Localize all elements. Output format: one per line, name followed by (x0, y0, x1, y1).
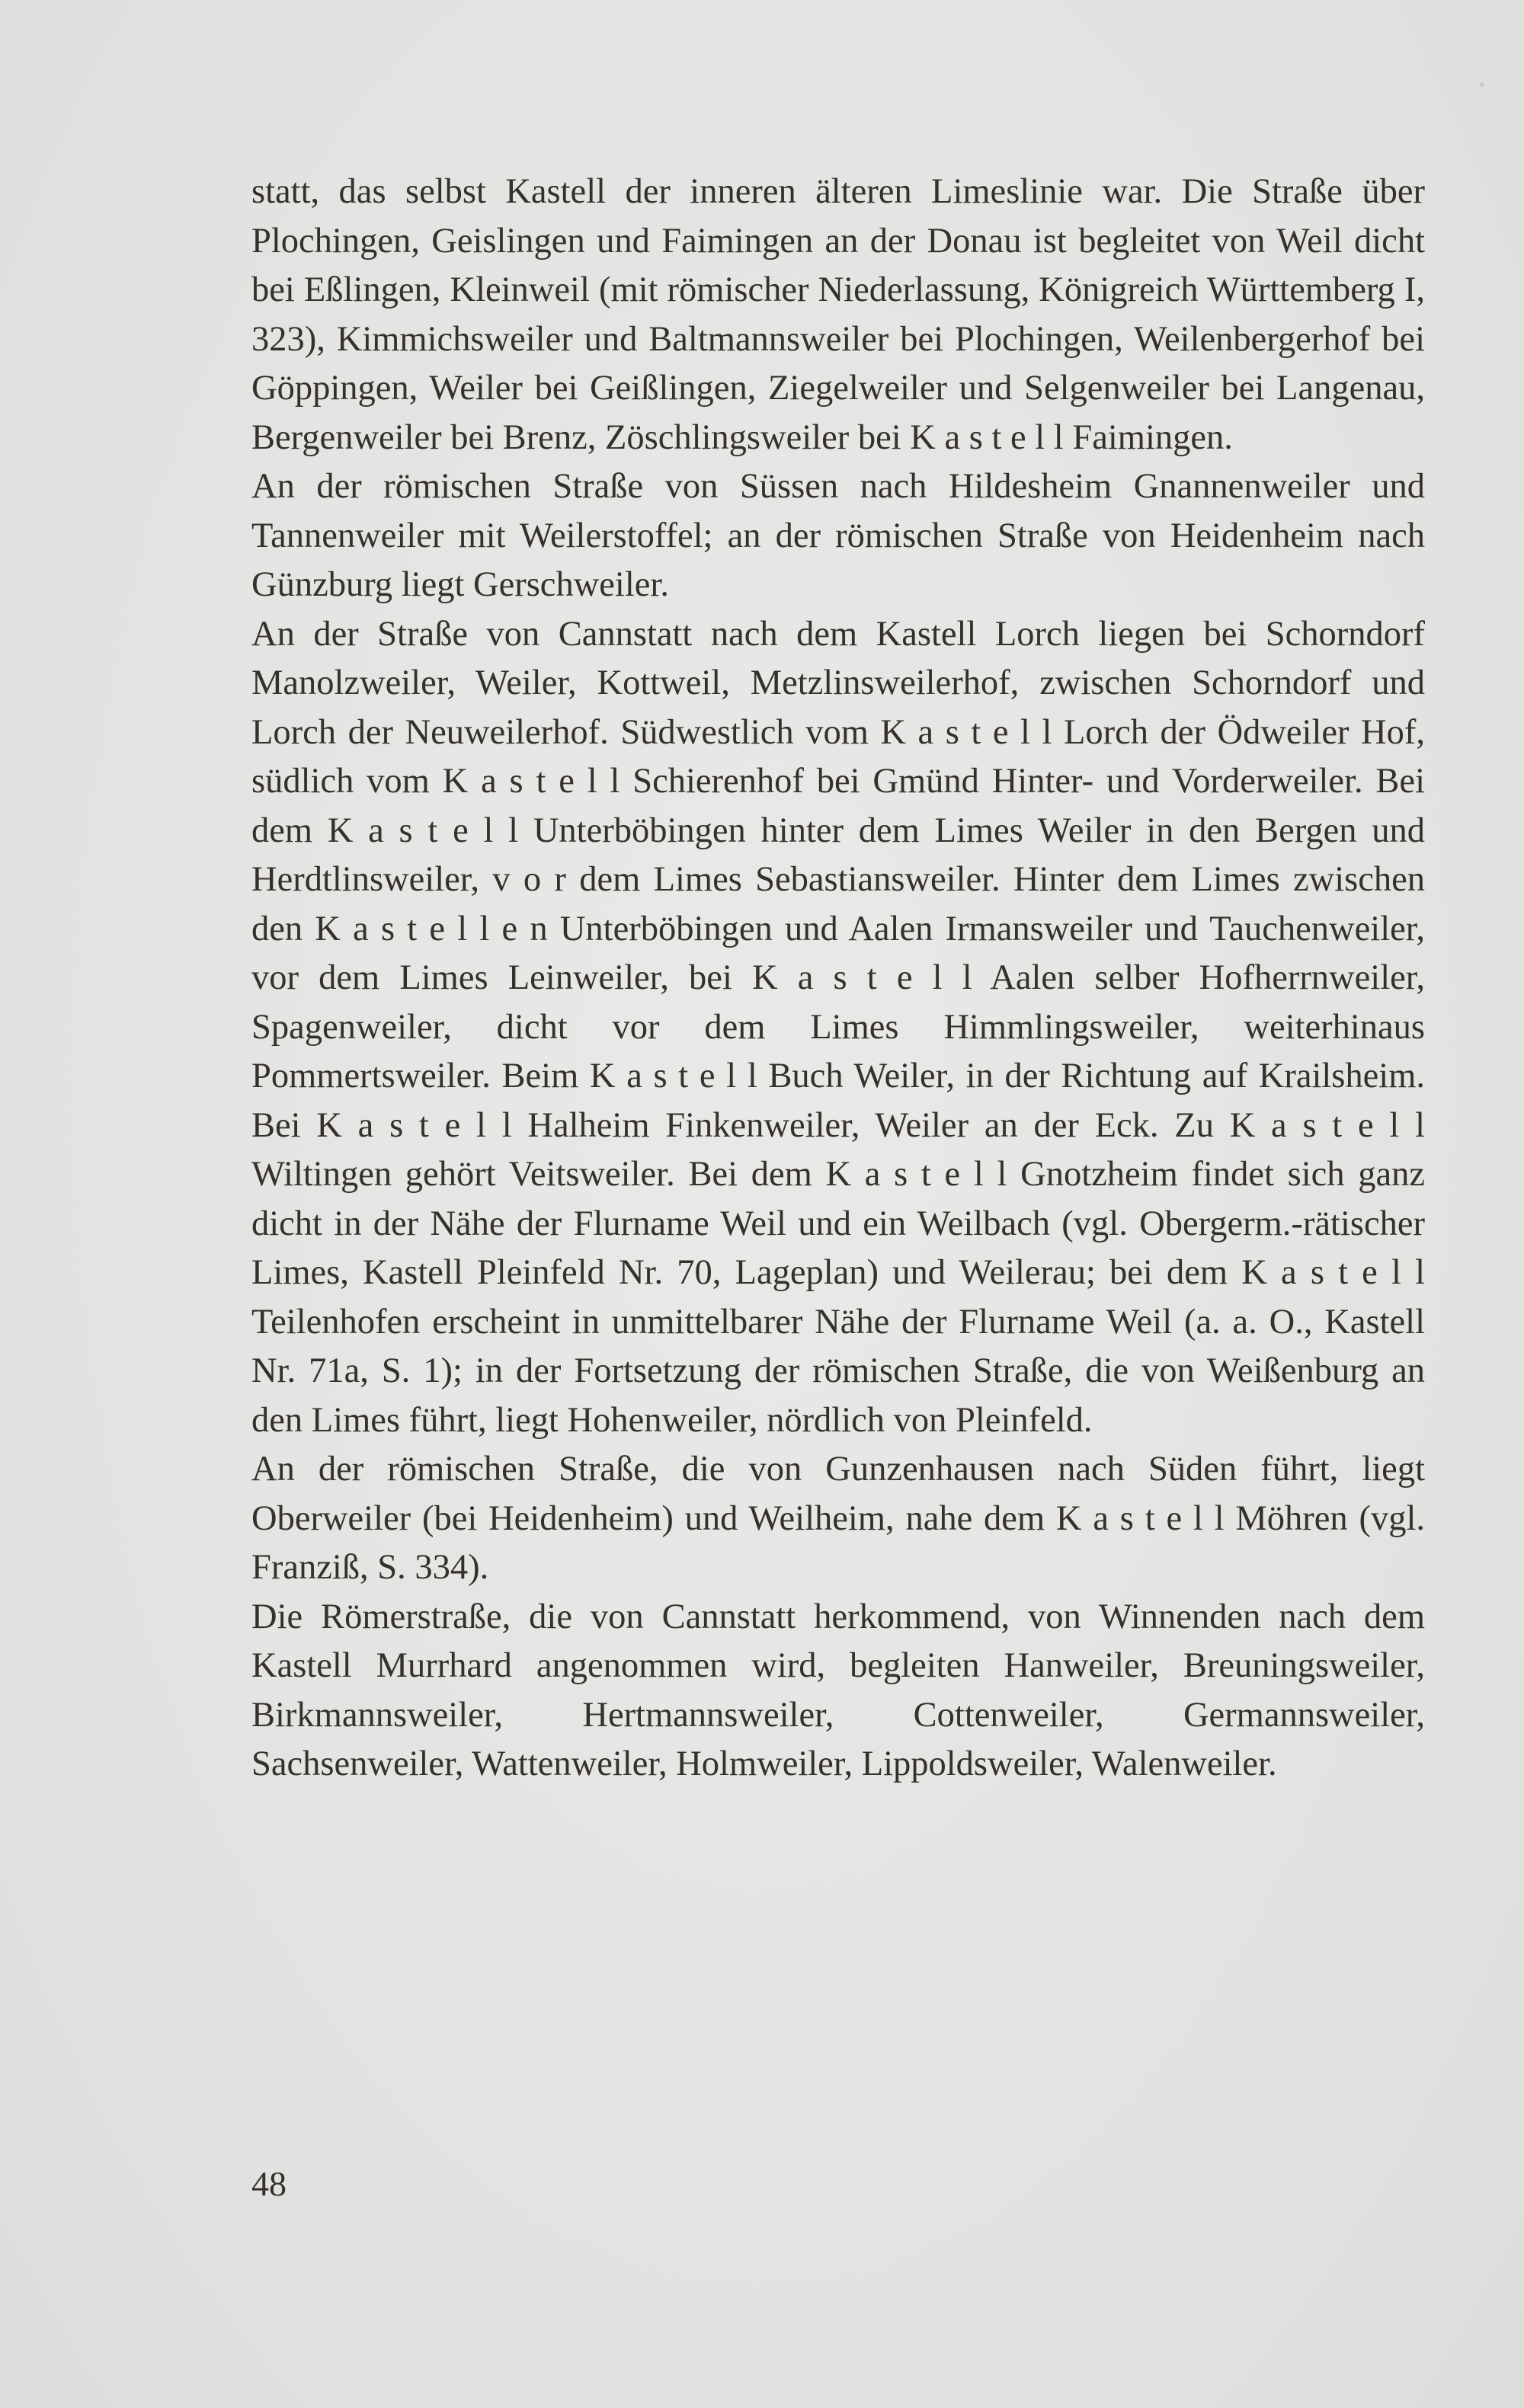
page-number: 48 (251, 2164, 287, 2203)
body-text (251, 168, 1425, 1789)
paragraph-3: An der Straße von Cannstatt nach dem Kastell Lorch liegen bei Schorndorf Manolzweiler, Weiler, Kottweil, Metzlinsweilerhof, zwischen Schorndorf und Lorch der Neuweilerhof. Südwestlich vom K a s t e l l Lorch der Ödweiler Hof, südlich vom K a s t e l l Schierenhof bei Gmünd Hinter- und Vorderweiler. Bei dem K a s t e l l Unterböbingen hinter dem Limes Weiler in den Bergen und Herdtlinsweiler, v o r dem Limes Sebastiansweiler. Hinter dem Limes zwischen den K a s t e l l e n Unterböbingen und Aalen Irmansweiler und Tauchenweiler, vor dem Limes Leinweiler, bei K a s t e l l Aalen selber Hofherrnweiler, Spagenweiler, dicht vor dem Limes Himmlingsweiler, weiterhinaus Pommertsweiler. Beim K a s t e l l Buch Weiler, in der Richtung auf Krailsheim. Bei K a s t e l l Halheim Finkenweiler, Weiler an der Eck. Zu K a s t e l l Wiltingen gehört Veitsweiler. Bei dem K a s t e l l Gnotzheim findet sich ganz dicht in der Nähe der Flurname Weil und ein Weilbach (vgl. Obergerm.-rätischer Limes, Kastell Pleinfeld Nr. 70, Lageplan) und Weilerau; bei dem K a s t e l l Teilenhofen erscheint in unmittelbarer Nähe der Flurname Weil (a. a. O., Kastell Nr. 71a, S. 1); in der Fortsetzung der römischen Straße, die von Weißenburg an den Limes führt, liegt Hohenweiler, nördlich von Pleinfeld. (251, 614, 1425, 1440)
paragraph-2: An der römischen Straße von Süssen nach Hildesheim Gnannenweiler und Tannenweiler mit Weilerstoffel; an der römischen Straße von Heidenheim nach Günzburg liegt Gerschweiler. (251, 467, 1425, 604)
paper-speck (1480, 82, 1484, 87)
paragraph-5: Die Römerstraße, die von Cannstatt herkommend, von Winnenden nach dem Kastell Murrhard angenommen wird, begleiten Hanweiler, Breuningsweiler, Birkmannsweiler, Hertmannsweiler, Cottenweiler, Germannsweiler, Sachsenweiler, Wattenweiler, Holmweiler, Lippoldsweiler, Walenweiler. (251, 1597, 1425, 1783)
paragraph-1: statt, das selbst Kastell der inneren älteren Limeslinie war. Die Straße über Plochingen, Geislingen und Faimingen an der Donau ist begleitet von Weil dicht bei Eßlingen, Kleinweil (mit römischer Niederlassung, Königreich Württemberg I, 323), Kimmichsweiler und Baltmannsweiler bei Plochingen, Weilenbergerhof bei Göppingen, Weiler bei Geißlingen, Ziegelweiler und Selgenweiler bei Langenau, Bergenweiler bei Brenz, Zöschlingsweiler bei K a s t e l l Faimingen. (251, 172, 1425, 457)
paragraph-4: An der römischen Straße, die von Gunzenhausen nach Süden führt, liegt Oberweiler (bei Heidenheim) und Weilheim, nahe dem K a s t e l l Möhren (vgl. Franziß, S. 334). (251, 1450, 1425, 1587)
